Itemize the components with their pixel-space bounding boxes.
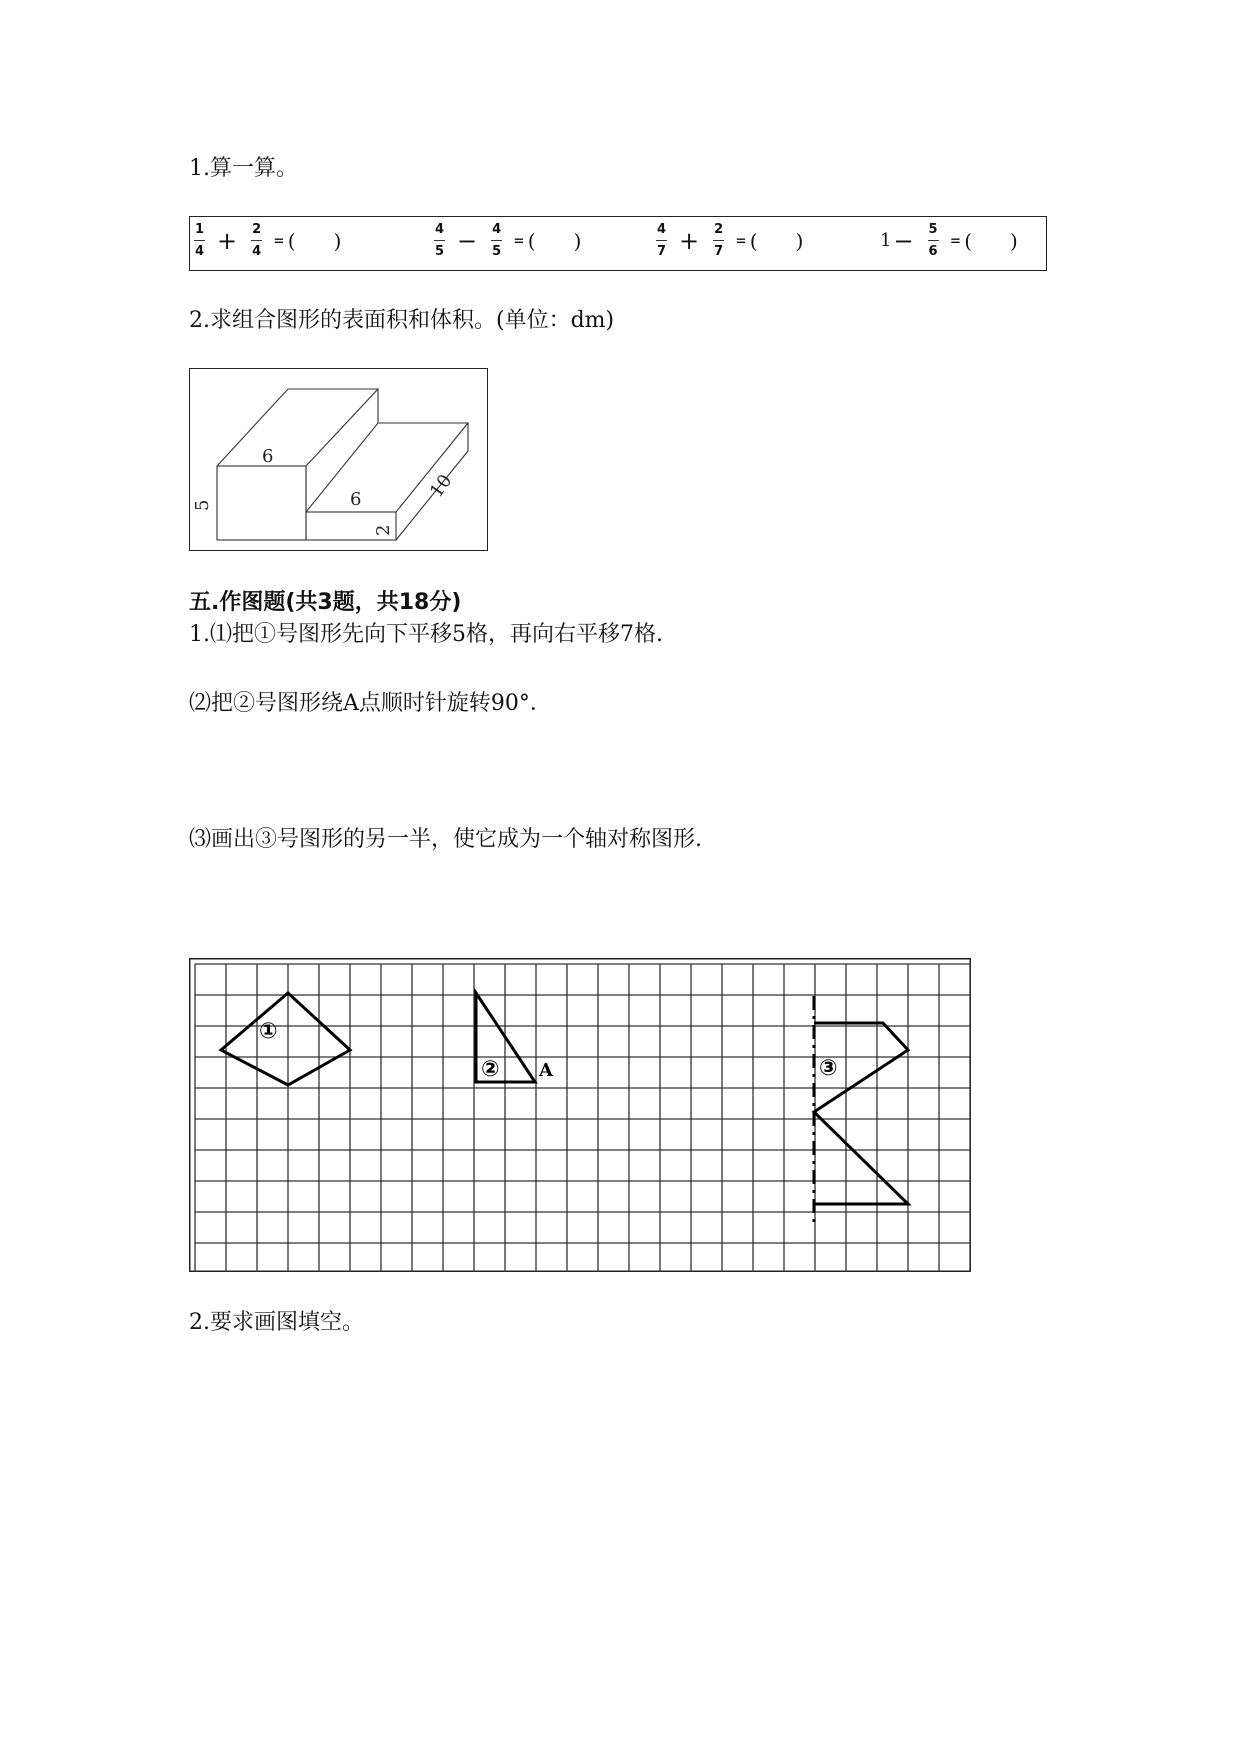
problem-3	[656, 223, 803, 258]
fraction: $\frac{4}{5}$	[492, 222, 502, 259]
equals: =	[736, 231, 746, 250]
operator: −	[457, 226, 478, 255]
composite-solid-figure	[190, 369, 487, 550]
answer-open-paren: (	[964, 228, 973, 253]
label-top-length: 6	[262, 446, 274, 467]
equals: =	[950, 231, 961, 250]
arithmetic-box	[189, 216, 1047, 271]
grid-lines	[195, 964, 970, 1272]
shape-1[interactable]	[221, 993, 350, 1085]
task-2-text: ⑵把②号图形绕A点顺时针旋转90°．	[189, 691, 552, 716]
task-3-text: ⑶画出③号图形的另一半，使它成为一个轴对称图形.	[189, 827, 702, 852]
label-step-height: 2	[373, 524, 394, 536]
solid-figure-box	[189, 368, 488, 551]
operator: +	[217, 226, 238, 255]
operator: −	[893, 226, 914, 255]
answer-close-paren[interactable]: )	[1010, 228, 1018, 253]
grid-figure	[189, 958, 971, 1272]
shape-3[interactable]	[814, 1023, 908, 1204]
shape-2-label: ②	[481, 1057, 500, 1082]
fraction: $\frac{2}{7}$	[714, 222, 724, 259]
shape-3-label: ③	[819, 1056, 838, 1081]
task-1-text: 1.⑴把①号图形先向下平移5格，再向右平移7格.	[189, 622, 663, 647]
equals: =	[274, 231, 284, 250]
problem-4	[880, 223, 1018, 258]
label-depth: 10	[426, 470, 457, 502]
answer-open-paren: (	[749, 228, 758, 253]
operator: +	[679, 226, 700, 255]
question-2b-title: 2.要求画图填空。	[189, 1310, 364, 1335]
answer-close-paren[interactable]: )	[333, 228, 342, 253]
fraction: $\frac{5}{6}$	[928, 222, 938, 259]
question-1-title: 1.算一算。	[189, 156, 298, 181]
question-2-title: 2.求组合图形的表面积和体积。(单位：dm)	[189, 308, 615, 333]
fraction: $\frac{1}{4}$	[194, 222, 205, 259]
label-step-length: 6	[350, 489, 362, 510]
whole-number: 1	[880, 230, 892, 251]
fraction: $\frac{2}{4}$	[252, 222, 262, 259]
answer-close-paren[interactable]: )	[573, 228, 582, 253]
shape-1-label: ①	[259, 1019, 278, 1044]
fraction: $\frac{4}{7}$	[656, 222, 667, 259]
point-a-label: A	[539, 1060, 553, 1081]
label-height: 5	[192, 499, 213, 511]
problem-1	[194, 223, 341, 258]
fraction: $\frac{4}{5}$	[434, 222, 445, 259]
equals: =	[514, 231, 524, 250]
problem-2	[434, 223, 581, 258]
grid-outer-border	[190, 959, 971, 1272]
answer-open-paren: (	[287, 228, 296, 253]
answer-open-paren: (	[527, 228, 536, 253]
section-5-heading: 五.作图题(共3题，共18分)	[189, 590, 462, 615]
answer-close-paren[interactable]: )	[795, 228, 804, 253]
